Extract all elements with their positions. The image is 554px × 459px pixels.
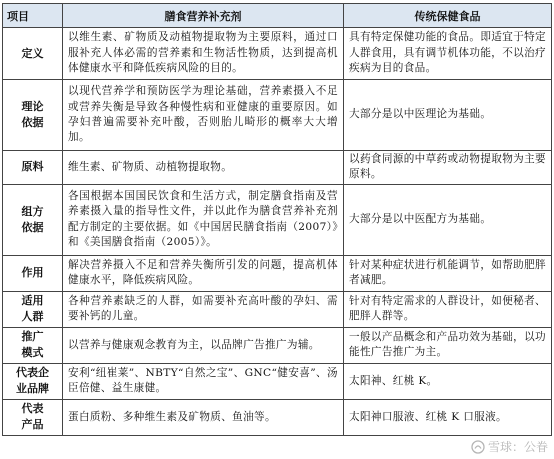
row-label-text: 理论依据 <box>21 100 44 129</box>
watermark-text: 雪球：公眷 <box>487 440 548 454</box>
cell-traditional: 针对有特定需求的人群设计，如便秘者、肥胖人群等。 <box>344 291 552 327</box>
row-label-text: 推广模式 <box>21 330 44 360</box>
cell-traditional: 大部分是以中医配方为基础。 <box>344 184 552 255</box>
cell-dietary: 以营养与健康观念教育为主，以品牌广告推广为辅。 <box>63 327 344 363</box>
table-header-row <box>3 4 552 28</box>
table-row <box>3 80 552 151</box>
cell-dietary: 安利“纽崔莱”、NBTY“自然之宝”、GNC“健安喜”、汤臣倍健、益生康健。 <box>63 363 344 399</box>
cell-dietary: 各种营养素缺乏的人群，如需要补充高叶酸的孕妇、需要补钙的儿童。 <box>63 291 344 327</box>
header-traditional-health-food: 传统保健食品 <box>344 4 552 28</box>
cell-dietary: 维生素、矿物质、动植物提取物。 <box>63 151 344 185</box>
row-label-function: 作用 <box>3 255 63 291</box>
cell-traditional: 以药食同源的中草药或动物提取物为主要原料。 <box>344 151 552 185</box>
row-label-text: 代表企业品牌 <box>16 366 49 396</box>
row-label-theory <box>3 80 63 151</box>
watermark <box>471 438 548 455</box>
cell-dietary: 以现代营养学和预防医学为理论基础，营养素摄入不足或营养失衡是导致各种慢性病和亚健康的重要原因。如孕妇普遍需要补充叶酸，否则胎儿畸形的概率大大增加。 <box>63 80 344 151</box>
cell-traditional: 针对某种症状进行机能调节，如帮助肥胖者减肥。 <box>344 255 552 291</box>
cell-traditional: 一般以产品概念和产品功效为基础，以功能性广告推广为主。 <box>344 327 552 363</box>
row-label-definition: 定义 <box>3 28 63 80</box>
table-row <box>3 255 552 291</box>
row-label-brands <box>3 363 63 399</box>
cell-traditional: 大部分是以中医理论为基础。 <box>344 80 552 151</box>
table-row <box>3 363 552 399</box>
comparison-table-container <box>2 3 551 436</box>
cell-dietary: 解决营养摄入不足和营养失衡所引发的问题，提高机体健康水平，降低疾病风险。 <box>63 255 344 291</box>
cell-traditional: 太阳神、红桃 K。 <box>344 363 552 399</box>
cell-dietary: 蛋白质粉、多种维生素及矿物质、鱼油等。 <box>63 399 344 435</box>
row-label-ingredients: 原料 <box>3 151 63 185</box>
table-row <box>3 291 552 327</box>
row-label-formula-basis <box>3 184 63 255</box>
cell-traditional: 太阳神口服液、红桃 K 口服液。 <box>344 399 552 435</box>
snowball-logo-icon <box>471 440 485 454</box>
header-item: 项目 <box>3 4 63 28</box>
table-row <box>3 28 552 80</box>
header-dietary-supplements: 膳食营养补充剂 <box>63 4 344 28</box>
comparison-table <box>2 3 552 436</box>
row-label-promotion-model <box>3 327 63 363</box>
row-label-target-group <box>3 291 63 327</box>
row-label-products <box>3 399 63 435</box>
cell-dietary: 各国根据本国国民饮食和生活方式，制定膳食指南及营养素摄入量的指导性文件，并以此作为膳食营养补充剂配方制定的主要依据。如《中国居民膳食指南（2007）》和《美国膳食指南（2005）》。 <box>63 184 344 255</box>
row-label-text: 组方依据 <box>21 204 44 234</box>
cell-dietary: 以维生素、矿物质及动植物提取物为主要原料，通过口服补充人体必需的营养素和生物活性物质，达到提高机体健康水平和降低疾病风险的目的。 <box>63 28 344 80</box>
row-label-text: 适用人群 <box>21 294 44 324</box>
cell-traditional: 具有特定保健功能的食品。即适宜于特定人群食用，具有调节机体功能，不以治疗疾病为目的食品。 <box>344 28 552 80</box>
table-row <box>3 399 552 435</box>
row-label-text: 代表产品 <box>21 402 44 432</box>
table-row <box>3 151 552 185</box>
table-row <box>3 327 552 363</box>
table-row <box>3 184 552 255</box>
